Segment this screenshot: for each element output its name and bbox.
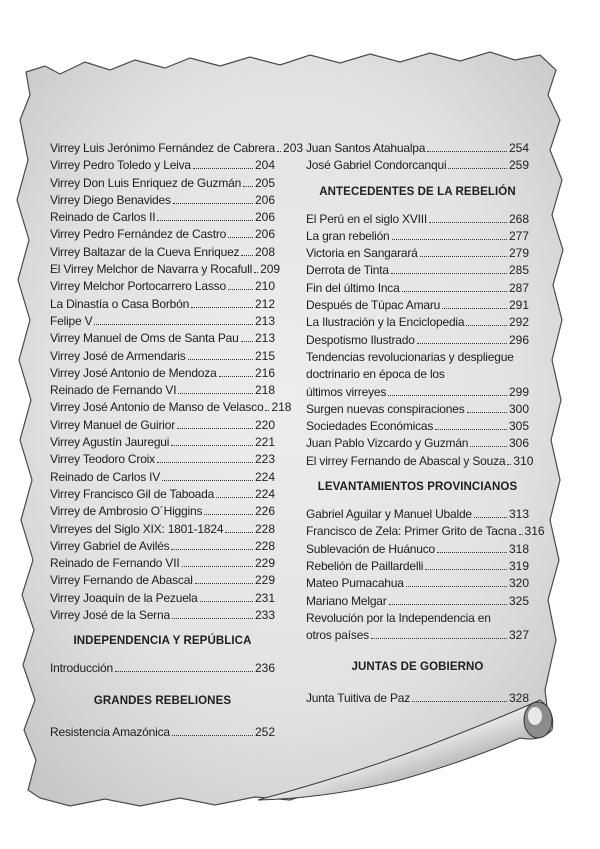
dot-leader bbox=[392, 239, 507, 240]
dot-leader bbox=[243, 186, 253, 187]
entry-page-number: 206 bbox=[254, 192, 275, 207]
toc-entry[interactable] bbox=[50, 244, 275, 261]
toc-group-antecedentes-continued bbox=[306, 401, 534, 470]
entry-page-number: 296 bbox=[508, 332, 529, 347]
dot-leader bbox=[402, 291, 507, 292]
toc-entry[interactable] bbox=[50, 261, 281, 278]
entry-page-number: 206 bbox=[254, 210, 275, 225]
entry-title: El virrey Fernando de Abascal y Souza bbox=[306, 453, 506, 468]
dot-leader bbox=[417, 343, 507, 344]
toc-entry[interactable] bbox=[306, 593, 529, 610]
dot-leader bbox=[162, 480, 253, 481]
entry-title: Virrey Diego Benavides bbox=[50, 192, 171, 207]
toc-entry-tendencias[interactable] bbox=[306, 349, 529, 401]
entry-title: Virrey José Antonio de Mendoza bbox=[50, 365, 217, 380]
entry-page-number: 279 bbox=[508, 246, 529, 261]
dot-leader bbox=[177, 428, 253, 429]
toc-entry[interactable] bbox=[50, 660, 275, 677]
dot-leader bbox=[241, 255, 253, 256]
entry-page-number: 328 bbox=[508, 691, 529, 706]
toc-entry[interactable] bbox=[50, 538, 275, 555]
entry-page-number: 209 bbox=[260, 262, 281, 277]
toc-entry[interactable] bbox=[50, 486, 275, 503]
section-heading-levantamientos: LEVANTAMIENTOS PROVINCIANOS bbox=[317, 481, 518, 494]
entry-title: Virrey Francisco Gil de Taboada bbox=[50, 486, 215, 501]
dot-leader bbox=[195, 583, 253, 584]
entry-title-line: Revolución por la Independencia en bbox=[306, 610, 491, 625]
toc-entry[interactable] bbox=[50, 140, 304, 157]
entry-page-number: 319 bbox=[508, 558, 529, 573]
entry-page-number: 218 bbox=[254, 383, 275, 398]
entry-page-number: 221 bbox=[254, 435, 275, 450]
dot-leader bbox=[178, 393, 253, 394]
entry-page-number: 316 bbox=[524, 524, 545, 539]
dot-leader bbox=[391, 273, 507, 274]
dot-leader bbox=[389, 604, 507, 605]
entry-title: Reinado de Carlos II bbox=[50, 210, 156, 225]
toc-entry[interactable] bbox=[50, 348, 275, 365]
entry-page-number: 252 bbox=[254, 724, 275, 739]
toc-entry[interactable] bbox=[50, 590, 275, 607]
entry-page-number: 231 bbox=[254, 590, 275, 605]
entry-page-number: 229 bbox=[254, 573, 275, 588]
toc-entry[interactable] bbox=[50, 451, 275, 468]
dot-leader bbox=[157, 462, 253, 463]
toc-entry[interactable] bbox=[306, 541, 529, 558]
toc-entry[interactable] bbox=[50, 724, 275, 741]
entry-title: Virrey Melchor Portocarrero Lasso bbox=[50, 279, 226, 294]
entry-title: Virrey José Antonio de Manso de Velasco bbox=[50, 400, 264, 415]
dot-leader bbox=[437, 552, 507, 553]
toc-entry[interactable] bbox=[306, 558, 529, 575]
dot-leader bbox=[435, 429, 507, 430]
dot-leader bbox=[406, 586, 507, 587]
toc-entry[interactable] bbox=[50, 503, 275, 520]
toc-group-virreyes bbox=[50, 140, 304, 624]
dot-leader bbox=[519, 534, 523, 535]
toc-entry[interactable] bbox=[50, 209, 275, 226]
dot-leader bbox=[507, 464, 511, 465]
entry-title: Reinado de Fernando VI bbox=[50, 383, 177, 398]
entry-title: Virrey Pedro Fernández de Castro bbox=[50, 227, 227, 242]
dot-leader bbox=[254, 272, 258, 273]
entry-title: Virrey Luis Jerónimo Fernández de Cabrera bbox=[50, 141, 276, 155]
dot-leader bbox=[427, 151, 507, 152]
toc-entry[interactable] bbox=[50, 330, 275, 347]
toc-entry[interactable] bbox=[50, 382, 275, 399]
toc-entry[interactable] bbox=[50, 226, 275, 243]
entry-page-number: 224 bbox=[254, 469, 275, 484]
entry-page-number: 212 bbox=[254, 296, 275, 311]
entry-title: Mariano Melgar bbox=[306, 593, 387, 608]
entry-title-line: otros países bbox=[306, 628, 369, 643]
entry-page-number: 223 bbox=[254, 452, 275, 467]
entry-title: Derrota de Tinta bbox=[306, 263, 389, 278]
toc-group-rebeldes bbox=[306, 140, 529, 175]
entry-page-number: 300 bbox=[508, 401, 529, 416]
toc-entry[interactable] bbox=[306, 332, 529, 349]
dot-leader bbox=[412, 701, 507, 702]
toc-entry[interactable] bbox=[306, 506, 529, 523]
entry-title: Resistencia Amazónica bbox=[50, 724, 170, 739]
dot-leader bbox=[171, 549, 252, 550]
section-heading-juntas: JUNTAS DE GOBIERNO bbox=[351, 661, 484, 674]
toc-entry[interactable] bbox=[50, 469, 275, 486]
toc-group-levantamientos bbox=[306, 506, 545, 610]
entry-title: Virrey José de Armendaris bbox=[50, 348, 186, 363]
entry-title: La gran rebelión bbox=[306, 228, 390, 243]
entry-title: Junta Tuitiva de Paz bbox=[306, 691, 411, 706]
entry-page-number: 268 bbox=[508, 211, 529, 226]
entry-title: Virrey Baltazar de la Cueva Enriquez bbox=[50, 244, 240, 259]
entry-title-line: doctrinario en época de los bbox=[306, 367, 445, 382]
entry-page-number: 306 bbox=[508, 436, 529, 451]
toc-entry[interactable] bbox=[306, 575, 529, 592]
dot-leader bbox=[420, 256, 507, 257]
entry-title: Despotismo Ilustrado bbox=[306, 332, 415, 347]
toc-group-antecedentes bbox=[306, 211, 529, 349]
entry-title: La Dinastía o Casa Borbón bbox=[50, 296, 190, 311]
dot-leader bbox=[241, 341, 253, 342]
toc-entry[interactable] bbox=[50, 555, 275, 572]
entry-title: Virrey Agustín Jauregui bbox=[50, 435, 170, 450]
entry-page-number: 299 bbox=[508, 384, 529, 399]
entry-page-number: 206 bbox=[254, 227, 275, 242]
dot-leader bbox=[94, 324, 253, 325]
entry-title: Surgen nuevas conspiraciones bbox=[306, 401, 465, 416]
dot-leader bbox=[228, 237, 253, 238]
toc-entry[interactable] bbox=[50, 434, 275, 451]
entry-page-number: 213 bbox=[254, 313, 275, 328]
curl-roll-highlight bbox=[528, 707, 542, 725]
entry-page-number: 233 bbox=[254, 608, 275, 623]
toc-group-juntas bbox=[306, 690, 529, 707]
entry-title: El Virrey Melchor de Navarra y Rocafull bbox=[50, 262, 253, 277]
dot-leader bbox=[425, 569, 507, 570]
toc-entry[interactable] bbox=[50, 607, 275, 624]
entry-title: Virrey Manuel de Oms de Santa Pau bbox=[50, 331, 239, 346]
toc-entry[interactable] bbox=[50, 365, 275, 382]
entry-page-number: 305 bbox=[508, 419, 529, 434]
dot-leader bbox=[265, 410, 269, 411]
dot-leader bbox=[219, 376, 253, 377]
dot-leader bbox=[172, 735, 253, 736]
entry-page-number: 327 bbox=[508, 628, 529, 643]
toc-entry[interactable] bbox=[306, 401, 529, 418]
entry-title: Virrey José de la Serna bbox=[50, 608, 170, 623]
entry-page-number: 203 bbox=[283, 141, 304, 155]
entry-page-number: 218 bbox=[271, 400, 292, 415]
entry-page-number: 320 bbox=[508, 576, 529, 591]
entry-title: Victoria en Sangarará bbox=[306, 246, 418, 261]
toc-entry[interactable] bbox=[306, 245, 529, 262]
toc-entry[interactable] bbox=[50, 157, 275, 174]
entry-page-number: 285 bbox=[508, 263, 529, 278]
entry-title: Reinado de Carlos IV bbox=[50, 469, 161, 484]
dot-leader bbox=[228, 289, 253, 290]
entry-page-number: 318 bbox=[508, 541, 529, 556]
dot-leader bbox=[188, 359, 253, 360]
entry-page-number: 259 bbox=[508, 158, 529, 173]
entry-title: Virrey Don Luis Enriquez de Guzmán bbox=[50, 175, 242, 190]
entry-title: Mateo Pumacahua bbox=[306, 576, 404, 591]
entry-title: Virrey Pedro Toledo y Leiva bbox=[50, 158, 191, 173]
entry-page-number: 292 bbox=[508, 315, 529, 330]
entry-title: Rebelión de Paillardelli bbox=[306, 558, 424, 573]
dot-leader bbox=[442, 308, 507, 309]
toc-group-independencia bbox=[50, 660, 275, 677]
toc-entry[interactable] bbox=[50, 521, 275, 538]
toc-entry[interactable] bbox=[50, 278, 275, 295]
entry-title: Sublevación de Huánuco bbox=[306, 541, 436, 556]
entry-title: La Ilustración y la Enciclopedia bbox=[306, 315, 465, 330]
dot-leader bbox=[388, 395, 507, 396]
dot-leader bbox=[200, 601, 253, 602]
dot-leader bbox=[182, 566, 253, 567]
toc-entry[interactable] bbox=[306, 211, 529, 228]
entry-page-number: 287 bbox=[508, 280, 529, 295]
toc-entry[interactable] bbox=[50, 192, 275, 209]
entry-title-line: últimos virreyes bbox=[306, 384, 387, 399]
entry-page-number: 310 bbox=[513, 453, 534, 468]
entry-page-number: 216 bbox=[254, 365, 275, 380]
dot-leader bbox=[193, 168, 253, 169]
dot-leader bbox=[191, 307, 253, 308]
entry-title: Juan Pablo Vizcardo y Guzmán bbox=[306, 436, 469, 451]
toc-entry[interactable] bbox=[50, 572, 275, 589]
entry-title-line: Tendencias revolucionarias y despliegue bbox=[306, 349, 514, 364]
toc-entry[interactable] bbox=[50, 296, 275, 313]
dot-leader bbox=[467, 412, 507, 413]
entry-title: José Gabriel Condorcanqui bbox=[306, 158, 447, 173]
dot-leader bbox=[115, 671, 253, 672]
entry-title: Introducción bbox=[50, 661, 113, 676]
dot-leader bbox=[371, 638, 507, 639]
dot-leader bbox=[204, 514, 253, 515]
dot-leader bbox=[157, 220, 253, 221]
entry-page-number: 277 bbox=[508, 228, 529, 243]
dot-leader bbox=[173, 203, 253, 204]
entry-page-number: 224 bbox=[254, 486, 275, 501]
entry-page-number: 205 bbox=[254, 175, 275, 190]
entry-title: Felipe V bbox=[50, 313, 93, 328]
dot-leader bbox=[474, 517, 507, 518]
dot-leader bbox=[171, 445, 253, 446]
entry-page-number: 208 bbox=[254, 244, 275, 259]
entry-page-number: 228 bbox=[254, 521, 275, 536]
entry-title: Virrey Joaquín de la Pezuela bbox=[50, 590, 198, 605]
toc-entry[interactable] bbox=[50, 399, 292, 416]
entry-page-number: 204 bbox=[254, 158, 275, 173]
dot-leader bbox=[216, 497, 253, 498]
entry-title: Francisco de Zela: Primer Grito de Tacna bbox=[306, 524, 517, 539]
entry-page-number: 313 bbox=[508, 507, 529, 522]
entry-title: Virrey Manuel de Guirior bbox=[50, 417, 176, 432]
toc-entry[interactable] bbox=[50, 175, 275, 192]
entry-title: Sociedades Económicas bbox=[306, 419, 434, 434]
entry-title: Juan Santos Atahualpa bbox=[306, 141, 426, 155]
entry-title: Después de Túpac Amaru bbox=[306, 298, 441, 313]
entry-title: Virrey Teodoro Croix bbox=[50, 452, 155, 467]
dot-leader bbox=[429, 222, 507, 223]
entry-title: Gabriel Aguilar y Manuel Ubalde bbox=[306, 507, 472, 522]
entry-title: Virrey Fernando de Abascal bbox=[50, 573, 193, 588]
entry-title: Virrey Gabriel de Avilés bbox=[50, 538, 170, 553]
section-heading-rebeliones: GRANDES REBELIONES bbox=[93, 694, 232, 707]
entry-title: Reinado de Fernando VII bbox=[50, 556, 180, 571]
toc-entry[interactable] bbox=[306, 297, 529, 314]
toc-entry[interactable] bbox=[306, 157, 529, 174]
section-heading-independencia: INDEPENDENCIA Y REPÚBLICA bbox=[73, 635, 252, 648]
section-heading-antecedentes: ANTECEDENTES DE LA REBELIÓN bbox=[319, 185, 516, 198]
dot-leader bbox=[448, 168, 507, 169]
entry-page-number: 229 bbox=[254, 556, 275, 571]
toc-entry[interactable] bbox=[306, 523, 545, 540]
toc-entry[interactable] bbox=[306, 280, 529, 297]
toc-group-rebeliones bbox=[50, 724, 275, 741]
entry-page-number: 220 bbox=[254, 417, 275, 432]
toc-left-column bbox=[50, 140, 304, 741]
toc-entry[interactable] bbox=[306, 453, 534, 470]
entry-title: Virrey de Ambrosio O´Higgins bbox=[50, 504, 203, 519]
toc-entry-revolucion[interactable] bbox=[306, 610, 529, 645]
toc-right-column bbox=[306, 140, 545, 708]
entry-page-number: 254 bbox=[508, 141, 529, 155]
toc-entry[interactable] bbox=[306, 418, 529, 435]
dot-leader bbox=[277, 151, 281, 152]
entry-page-number: 325 bbox=[508, 593, 529, 608]
entry-page-number: 236 bbox=[254, 661, 275, 676]
dot-leader bbox=[172, 618, 253, 619]
toc-entry[interactable] bbox=[50, 417, 275, 434]
toc-entry[interactable] bbox=[306, 690, 529, 707]
entry-title: Virreyes del Siglo XIX: 1801-1824 bbox=[50, 521, 224, 536]
entry-page-number: 291 bbox=[508, 298, 529, 313]
entry-title: Fin del último Inca bbox=[306, 280, 400, 295]
entry-page-number: 228 bbox=[254, 538, 275, 553]
dot-leader bbox=[470, 446, 507, 447]
toc-entry[interactable] bbox=[306, 314, 529, 331]
entry-page-number: 215 bbox=[254, 348, 275, 363]
dot-leader bbox=[225, 532, 253, 533]
toc-entry[interactable] bbox=[306, 435, 529, 452]
entry-page-number: 210 bbox=[254, 279, 275, 294]
toc-entry[interactable] bbox=[306, 262, 529, 279]
dot-leader bbox=[466, 325, 507, 326]
toc-entry[interactable] bbox=[50, 313, 275, 330]
entry-page-number: 213 bbox=[254, 331, 275, 346]
toc-entry[interactable] bbox=[306, 140, 529, 157]
toc-entry[interactable] bbox=[306, 228, 529, 245]
entry-page-number: 226 bbox=[254, 504, 275, 519]
entry-title: El Perú en el siglo XVIII bbox=[306, 211, 428, 226]
